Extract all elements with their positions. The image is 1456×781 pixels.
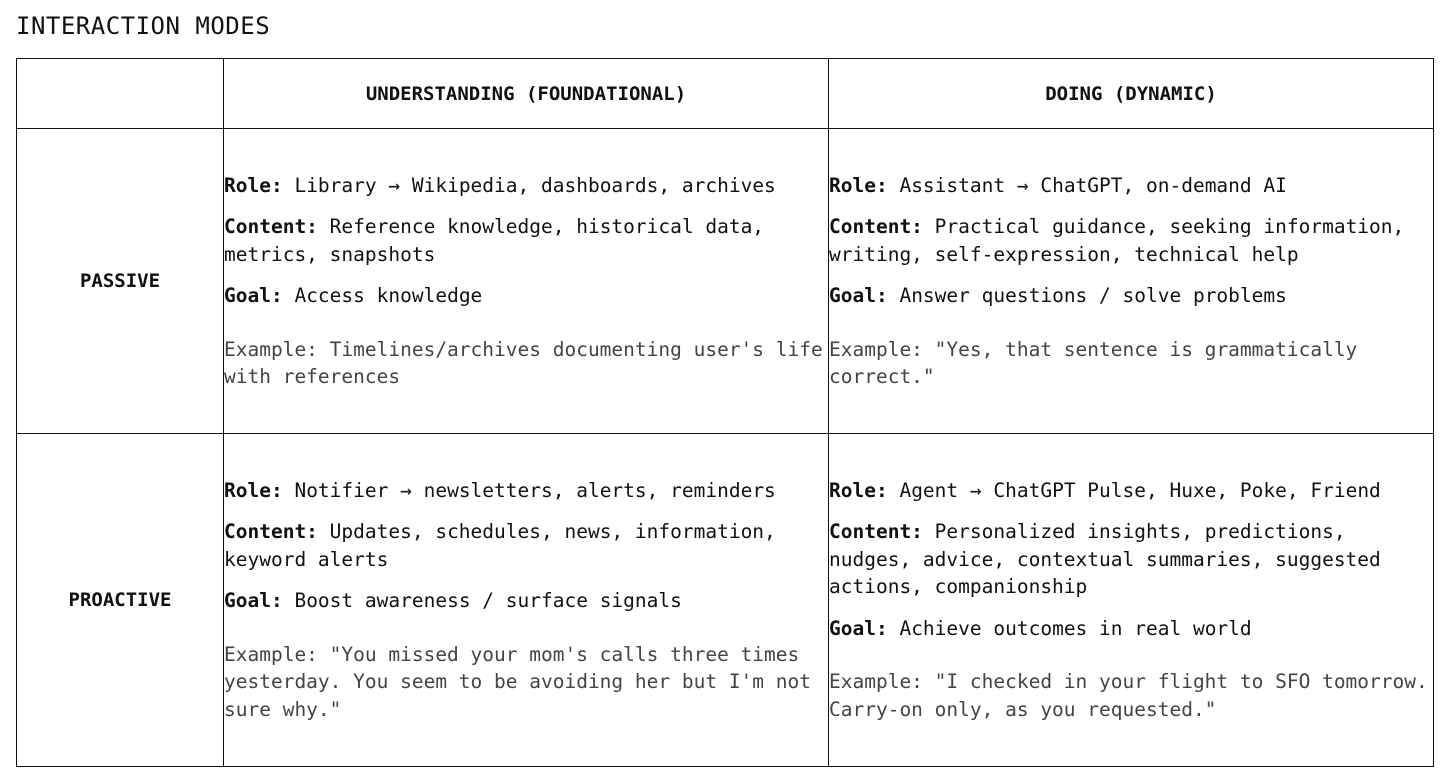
goal-text: Boost awareness / surface signals <box>294 589 682 613</box>
content-text: Reference knowledge, historical data, metrics, snapshots <box>224 215 765 266</box>
interaction-modes-matrix <box>16 58 1434 767</box>
content-label: Content: <box>224 520 318 544</box>
role-line <box>224 172 828 200</box>
row-header-proactive: PROACTIVE <box>17 434 224 767</box>
cell-proactive-doing <box>829 434 1434 767</box>
content-line <box>224 213 828 268</box>
goal-text: Access knowledge <box>294 284 483 307</box>
goal-text: Answer questions / solve problems <box>899 284 1287 307</box>
role-label: Role: <box>224 173 283 197</box>
content-text: Practical guidance, seeking information, writing, self-expression, technical help <box>829 215 1405 266</box>
row-proactive <box>17 434 1434 767</box>
content-text: Personalized insights, predictions, nudges, advice, contextual summaries, suggested actions, companionship <box>829 520 1381 599</box>
header-row <box>17 59 1434 129</box>
goal-label: Goal: <box>829 616 888 640</box>
content-line <box>224 518 828 573</box>
goal-line <box>224 282 828 310</box>
role-text: Library → Wikipedia, dashboards, archives <box>294 173 776 197</box>
content-text: Updates, schedules, news, information, keyword alerts <box>224 520 776 571</box>
example-text: Example: "I checked in your flight to SFO tomorrow. Carry-on only, as you requested." <box>829 670 1428 721</box>
goal-text: Achieve outcomes in real world <box>899 616 1252 640</box>
role-text: Assistant → ChatGPT, on-demand AI <box>899 173 1287 197</box>
row-passive <box>17 129 1434 434</box>
role-line <box>224 477 828 505</box>
role-text: Agent → ChatGPT Pulse, Huxe, Poke, Friend <box>899 478 1381 502</box>
cell-proactive-understanding <box>224 434 829 767</box>
cell-passive-doing <box>829 129 1434 434</box>
role-label: Role: <box>224 478 283 502</box>
example-text: Example: "You missed your mom's calls three times yesterday. You seem to be avoiding her but I'm not sure why." <box>224 642 811 721</box>
cell-passive-understanding <box>224 129 829 434</box>
content-label: Content: <box>829 520 923 544</box>
goal-label: Goal: <box>224 284 283 307</box>
goal-line <box>829 282 1433 310</box>
role-label: Role: <box>829 173 888 197</box>
example-text: Example: Timelines/archives documenting user's life with references <box>224 337 823 388</box>
role-line <box>829 172 1433 200</box>
page-title: INTERACTION MODES <box>16 12 271 40</box>
role-text: Notifier → newsletters, alerts, reminders <box>294 478 776 502</box>
role-line <box>829 477 1433 505</box>
column-header-doing: DOING (DYNAMIC) <box>829 59 1434 129</box>
row-header-passive: PASSIVE <box>17 129 224 434</box>
content-line <box>829 213 1433 268</box>
content-label: Content: <box>224 215 318 238</box>
content-line <box>829 518 1433 601</box>
content-label: Content: <box>829 215 923 238</box>
goal-line <box>829 615 1433 643</box>
goal-label: Goal: <box>224 589 283 613</box>
column-header-understanding: UNDERSTANDING (FOUNDATIONAL) <box>224 59 829 129</box>
goal-label: Goal: <box>829 284 888 307</box>
corner-cell <box>17 59 224 129</box>
goal-line <box>224 587 828 615</box>
example-text: Example: "Yes, that sentence is grammatically correct." <box>829 337 1358 388</box>
role-label: Role: <box>829 478 888 502</box>
